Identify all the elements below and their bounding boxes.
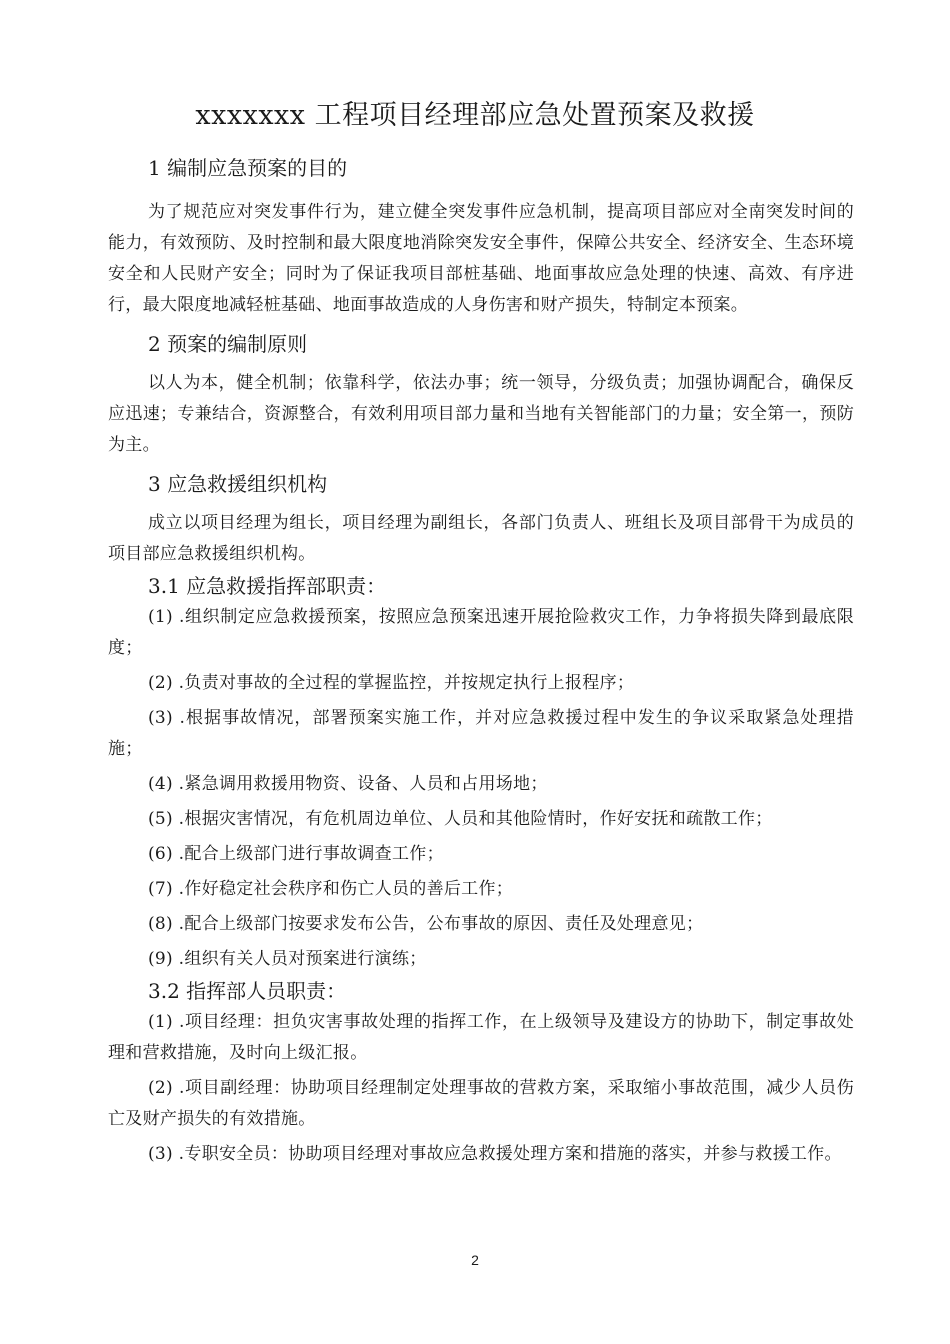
section-3-1-heading: 3.1 应急救援指挥部职责： [148, 574, 387, 598]
list-item: (2) .负责对事故的全过程的掌握监控，并按规定执行上报程序； [148, 673, 635, 693]
document-body [108, 148, 854, 1170]
list-item: (3) .根据事故情况，部署预案实施工作，并对应急救援过程中发生的争议采取紧急处理措施； [108, 708, 854, 759]
list-item: (1) .项目经理：担负灾害事故处理的指挥工作，在上级领导及建设方的协助下，制定事故处理和营救措施，及时向上级汇报。 [108, 1012, 854, 1063]
list-item: (5) .根据灾害情况，有危机周边单位、人员和其他险情时，作好安抚和疏散工作； [148, 809, 773, 829]
section-3-paragraph: 成立以项目经理为组长，项目经理为副组长，各部门负责人、班组长及项目部骨干为成员的项目部应急救援组织机构。 [108, 513, 854, 564]
list-item: (9) .组织有关人员对预案进行演练； [148, 949, 427, 969]
page-number: 2 [471, 1252, 479, 1268]
section-2-paragraph: 以人为本，健全机制；依靠科学，依法办事；统一领导，分级负责；加强协调配合，确保反应迅速；专兼结合，资源整合，有效利用项目部力量和当地有关智能部门的力量；安全第一，预防为主。 [108, 373, 854, 455]
section-2-heading: 2 预案的编制原则 [148, 332, 308, 356]
document-title: xxxxxxx 工程项目经理部应急处置预案及救援 [195, 100, 755, 131]
list-item: (2) .项目副经理：协助项目经理制定处理事故的营救方案，采取缩小事故范围，减少人员伤亡及财产损失的有效措施。 [108, 1078, 854, 1129]
list-item: (4) .紧急调用救援用物资、设备、人员和占用场地； [148, 774, 548, 794]
section-1-paragraph: 为了规范应对突发事件行为，建立健全突发事件应急机制，提高项目部应对全南突发时间的能力，有效预防、及时控制和最大限度地消除突发安全事件，保障公共安全、经济安全、生态环境安全和人民财产安全；同时为了保证我项目部桩基础、地面事故应急处理的快速、高效、有序进行，最大限度地减轻桩基础、地面事故造成的人身伤害和财产损失，特制定本预案。 [108, 202, 854, 315]
list-item: (7) .作好稳定社会秩序和伤亡人员的善后工作； [148, 879, 514, 899]
list-item: (1) .组织制定应急救援预案，按照应急预案迅速开展抢险救灾工作，力争将损失降到最底限度； [108, 607, 854, 658]
section-1-heading: 1 编制应急预案的目的 [148, 156, 348, 180]
section-3-heading: 3 应急救援组织机构 [148, 472, 328, 496]
section-3-2-heading: 3.2 指挥部人员职责： [148, 979, 347, 1003]
list-item: (8) .配合上级部门按要求发布公告，公布事故的原因、责任及处理意见； [148, 914, 704, 934]
list-item: (6) .配合上级部门进行事故调查工作； [148, 844, 444, 864]
list-item: (3) .专职安全员：协助项目经理对事故应急救援处理方案和措施的落实，并参与救援工作。 [148, 1144, 842, 1164]
